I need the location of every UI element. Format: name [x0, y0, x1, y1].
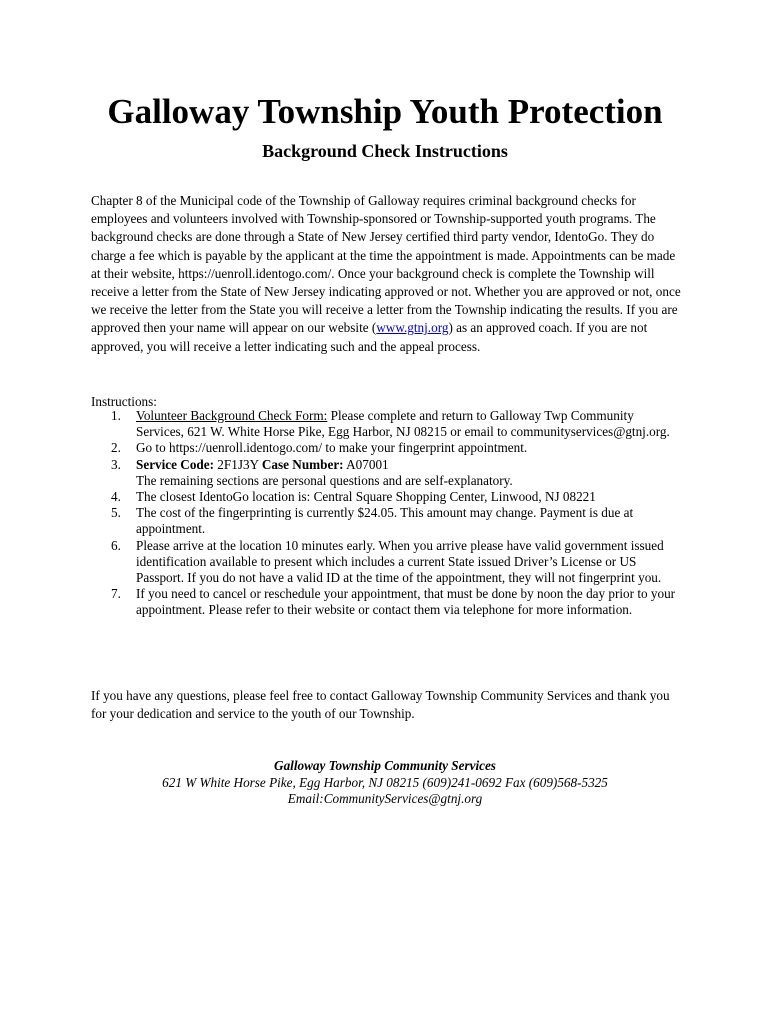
service-code-value: 2F1J3Y: [214, 456, 262, 472]
step-number: 7.: [111, 586, 121, 602]
intro-paragraph: [91, 192, 683, 356]
step-text: The remaining sections are personal questions and are self-explanatory.: [136, 472, 513, 488]
list-item: [91, 457, 683, 489]
step-text: Please arrive at the location 10 minutes early. When you arrive please have valid government issued identification available to present which includes a current State issued Driver’s License or US Passport. If you do not have a valid ID at the time of the appointment, they will not fingerprint you.: [136, 537, 664, 586]
instructions-list: [91, 408, 683, 619]
step-number: 5.: [111, 505, 121, 521]
step-number: 1.: [111, 408, 121, 423]
footer-address: 621 W White Horse Pike, Egg Harbor, NJ 08215 (609)241-0692 Fax (609)568-5325: [162, 774, 608, 790]
step-text: Please complete and return to Galloway Twp Community Services, 621 W. White Horse Pike, Egg Harbor, NJ 08215 or email to communityservices@gtnj.org.: [136, 408, 670, 440]
footer-email: Email:CommunityServices@gtnj.org: [287, 791, 483, 806]
website-link[interactable]: www.gtnj.org: [376, 320, 449, 336]
list-item: [91, 538, 683, 587]
instructions-heading: Instructions:: [91, 394, 157, 409]
page-subtitle: Background Check Instructions: [262, 141, 508, 161]
step-number: 6.: [111, 537, 121, 553]
intro-text-start: Chapter 8 of the Municipal code of the Township of Galloway requires criminal background checks for employees and volunteers involved with Township-sponsored or Township-supported youth programs. The background checks are done through a State of New Jersey certified third party vendor, IdentoGo. They do charge a fee which is payable by the applicant at the time the appointment is made. Appointments can be made at their website, https://uenroll.identogo.com/. Once your background check is complete the Township will receive a letter from the State of New Jersey indicating approved or not. Whether you are approved or not, once we receive the letter from the State you will receive a letter from the Township indicating the results. If you are approved then your name will appear on our website (: [91, 193, 681, 336]
step-text: The closest IdentoGo location is: Central Square Shopping Center, Linwood, NJ 08221: [136, 489, 596, 505]
list-item: [91, 586, 683, 618]
step-text: If you need to cancel or reschedule your appointment, that must be done by noon the day prior to your appointment. Please refer to their website or contact them via telephone for more information.: [136, 586, 676, 618]
closing-paragraph: If you have any questions, please feel free to contact Galloway Township Community Services and thank you for your dedication and service to the youth of our Township.: [91, 688, 670, 722]
footer: [0, 758, 770, 808]
page-title: Galloway Township Youth Protection: [107, 92, 663, 131]
step-number: 4.: [111, 489, 121, 505]
step-text: Go to https://uenroll.identogo.com/ to make your fingerprint appointment.: [136, 440, 528, 456]
step-text: The cost of the fingerprinting is currently $24.05. This amount may change. Payment is due at appointment.: [136, 505, 634, 537]
list-item: [91, 505, 683, 537]
list-item: [91, 440, 683, 456]
intro-text-end: ) as an approved coach. If you are not approved, you will receive a letter indicating such and the appeal process.: [91, 320, 648, 354]
footer-organization: Galloway Township Community Services: [274, 758, 496, 773]
step-number: 3.: [111, 456, 121, 472]
list-item: [91, 489, 683, 505]
case-number-label: Case Number:: [261, 456, 344, 472]
service-code-label: Service Code:: [136, 456, 214, 472]
step-number: 2.: [111, 440, 121, 456]
list-item: [91, 408, 683, 440]
case-number-value: A07001: [343, 456, 389, 472]
form-name: Volunteer Background Check Form:: [136, 408, 328, 423]
